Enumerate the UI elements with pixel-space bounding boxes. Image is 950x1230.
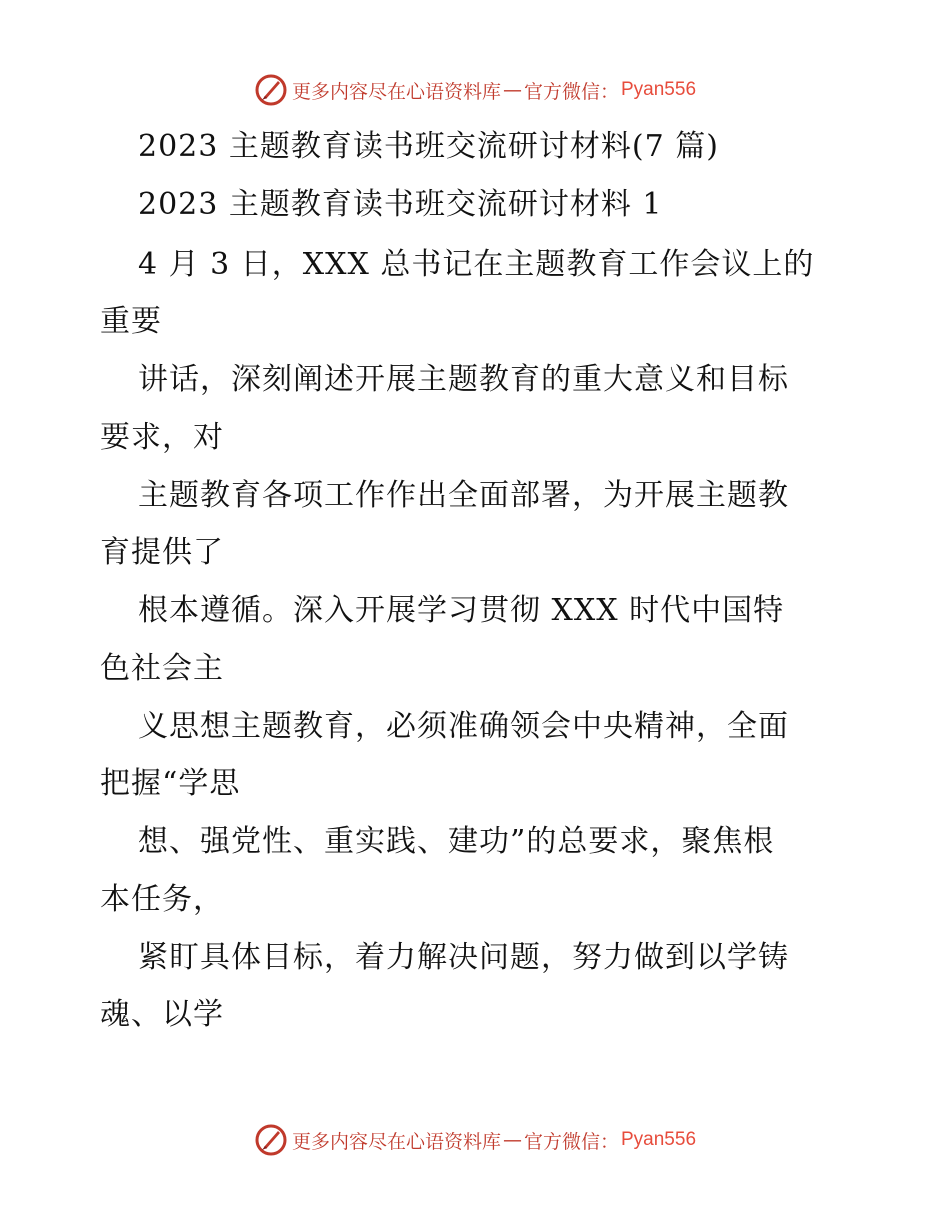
header-banner[interactable] bbox=[0, 70, 950, 110]
banner-account: Pyan556 bbox=[621, 1129, 697, 1150]
quill-pen-logo-icon bbox=[254, 1123, 288, 1157]
body-line: 根本遵循。深入开展学习贯彻 XXX 时代中国特 bbox=[138, 593, 785, 628]
body-line: 义思想主题教育，必须准确领会中央精神，全面 bbox=[138, 709, 789, 744]
banner-account: Pyan556 bbox=[621, 79, 697, 100]
footer-banner[interactable] bbox=[0, 1120, 950, 1160]
banner-wechat-label: 官方微信： bbox=[523, 80, 619, 103]
banner-wechat-label: 官方微信： bbox=[523, 1130, 619, 1153]
body-line: 讲话，深刻阐述开展主题教育的重大意义和目标 bbox=[138, 362, 789, 397]
body-line: 育提供了 bbox=[100, 535, 224, 570]
banner-site-text: 更多内容尽在心语资料库 bbox=[291, 1130, 501, 1153]
body-line: 主题教育各项工作作出全面部署，为开展主题教 bbox=[138, 478, 789, 513]
body-line: 想、强党性、重实践、建功”的总要求，聚焦根 bbox=[138, 824, 775, 859]
body-line: 本任务， bbox=[100, 882, 224, 917]
body-line: 魂、以学 bbox=[100, 997, 224, 1032]
body-line: 重要 bbox=[100, 304, 162, 339]
banner-site-text: 更多内容尽在心语资料库 bbox=[291, 80, 501, 103]
banner-dash: — bbox=[502, 79, 522, 101]
banner-dash: — bbox=[502, 1129, 522, 1151]
body-line: 紧盯具体目标，着力解决问题，努力做到以学铸 bbox=[138, 940, 789, 975]
document-subtitle: 2023 主题教育读书班交流研讨材料 1 bbox=[138, 187, 663, 222]
document-title: 2023 主题教育读书班交流研讨材料(7 篇) bbox=[138, 129, 719, 164]
body-line: 把握“学思 bbox=[100, 766, 241, 801]
body-line: 4 月 3 日，XXX 总书记在主题教育工作会议上的 bbox=[138, 247, 815, 282]
quill-pen-logo-icon bbox=[254, 73, 288, 107]
body-line: 色社会主 bbox=[100, 651, 224, 686]
body-line: 要求，对 bbox=[100, 420, 224, 455]
